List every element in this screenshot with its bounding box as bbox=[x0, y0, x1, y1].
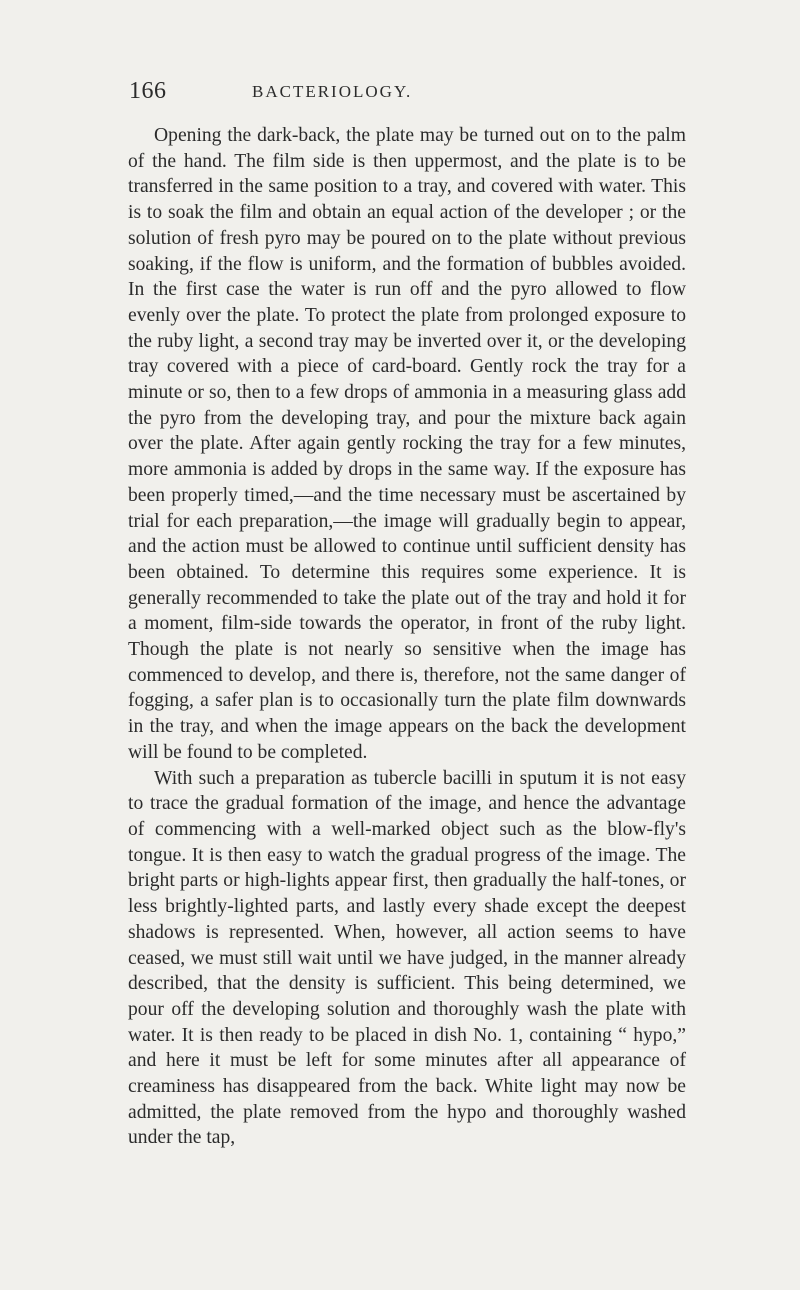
paragraph-2: With such a preparation as tubercle bacilli in sputum it is not easy to trace the gradual formation of the image, and hence the advantage of commencing with a well-marked object such as the blow-fly's tongue. It is then easy to watch the gradual progress of the image. The bright parts or high-lights appear first, then gradually the half-tones, or less brightly-lighted parts, and lastly every shade except the deepest shadows is represented. When, however, all action seems to have ceased, we must still wait until we have judged, in the manner already described, that the density is sufficient. This being determined, we pour off the developing solution and thoroughly wash the plate with water. It is then ready to be placed in dish No. 1, containing “ hypo,” and here it must be left for some minutes after all appearance of creaminess has disappeared from the back. White light may now be admitted, the plate removed from the hypo and thoroughly washed under the tap, bbox=[128, 767, 686, 1149]
paragraph-1: Opening the dark-back, the plate may be turned out on to the palm of the hand. The film side is then uppermost, and the plate is to be transferred in the same position to a tray, and covered with water. This is to soak the film and obtain an equal action of the developer ; or the solution of fresh pyro may be poured on to the plate without previous soaking, if the flow is uniform, and the formation of bubbles avoided. In the first case the water is run off and the pyro allowed to flow evenly over the plate. To protect the plate from prolonged exposure to the ruby light, a second tray may be inverted over it, or the developing tray covered with a piece of card-board. Gently rock the tray for a minute or so, then to a few drops of ammonia in a measuring glass add the pyro from the developing tray, and pour the mixture back again over the plate. After again gently rocking the tray for a few minutes, more ammonia is added by drops in the same way. If the exposure has been properly timed,—and the time necessary must be ascertained by trial for each preparation,—the image will gradually begin to appear, and the action must be allowed to continue until sufficient density has been obtained. To determine this requires some experience. It is generally recommended to take the plate out of the tray and hold it for a moment, film-side towards the operator, in front of the ruby light. Though the plate is not nearly so sensitive when the image has commenced to develop, and there is, therefore, not the same danger of fogging, a safer plan is to occasionally turn the plate film downwards in the tray, and when the image appears on the back the development will be found to be completed. bbox=[128, 125, 686, 763]
running-title: BACTERIOLOGY. bbox=[252, 82, 413, 101]
body-text bbox=[128, 123, 686, 1151]
running-head bbox=[129, 76, 689, 106]
page-number: 166 bbox=[129, 78, 167, 104]
